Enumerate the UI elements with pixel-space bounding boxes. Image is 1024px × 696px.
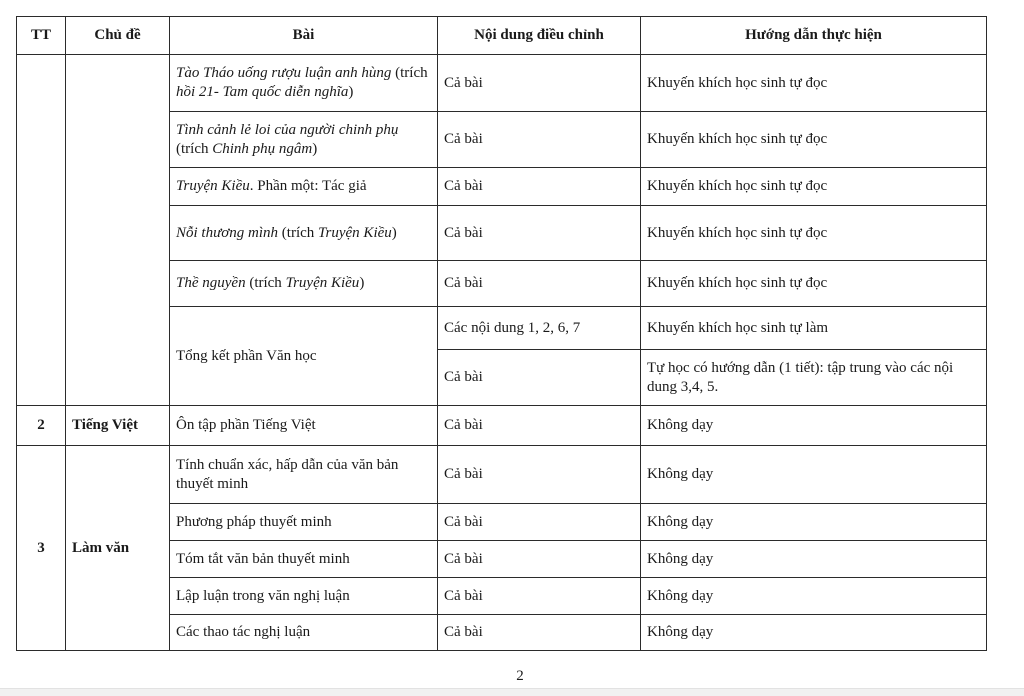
lesson-note-close: ) — [348, 84, 354, 100]
guide-cell: Tự học có hướng dẫn (1 tiết): tập trung vào các nội dung 3,4, 5. — [641, 350, 987, 406]
lesson-note-close: ) — [359, 275, 365, 291]
header-lesson: Bài — [170, 17, 438, 55]
page-number: 2 — [516, 668, 524, 684]
adjust-cell: Cả bài — [438, 615, 641, 651]
lesson-note: (trích — [395, 65, 428, 81]
lesson-note: (trích — [176, 140, 213, 157]
guide-cell: Không dạy — [641, 541, 987, 578]
lesson-note-close: ) — [312, 140, 318, 157]
lesson-source: Chinh phụ ngâm — [212, 140, 313, 157]
curriculum-adjustment-table — [16, 16, 987, 651]
header-guide: Hướng dẫn thực hiện — [641, 17, 987, 55]
adjust-cell: Cả bài — [438, 168, 641, 206]
table-row — [17, 55, 987, 112]
lesson-cell — [170, 168, 438, 206]
guide-cell: Khuyến khích học sinh tự đọc — [641, 168, 987, 206]
guide-cell: Khuyến khích học sinh tự đọc — [641, 112, 987, 168]
lesson-cell — [170, 206, 438, 261]
adjust-cell: Cả bài — [438, 112, 641, 168]
guide-cell: Khuyến khích học sinh tự đọc — [641, 55, 987, 112]
guide-cell: Không dạy — [641, 578, 987, 615]
table-row — [17, 406, 987, 446]
tt-cell: 2 — [17, 406, 66, 446]
lesson-note: (trích — [245, 275, 286, 291]
lesson-cell — [170, 55, 438, 112]
header-topic: Chủ đề — [66, 17, 170, 55]
lesson-cell: Tính chuẩn xác, hấp dẫn của văn bản thuyết minh — [170, 446, 438, 504]
lesson-cell: Phương pháp thuyết minh — [170, 504, 438, 541]
lesson-title: Nỗi thương mình — [176, 224, 279, 241]
adjust-cell: Cả bài — [438, 206, 641, 261]
guide-cell: Không dạy — [641, 504, 987, 541]
lesson-cell — [170, 261, 438, 307]
guide-cell: Không dạy — [641, 615, 987, 651]
header-adjust: Nội dung điều chỉnh — [438, 17, 641, 55]
table-header-row — [17, 17, 987, 55]
adjust-cell: Cả bài — [438, 504, 641, 541]
adjust-cell: Cả bài — [438, 350, 641, 406]
lesson-note: . Phần một: Tác giả — [249, 178, 367, 194]
topic-cell: Làm văn — [66, 446, 170, 651]
lesson-title: Truyện Kiều — [176, 178, 250, 194]
adjust-cell: Cả bài — [438, 446, 641, 504]
tt-cell: 3 — [17, 446, 66, 651]
lesson-cell: Các thao tác nghị luận — [170, 615, 438, 651]
topic-cell-empty — [66, 55, 170, 406]
lesson-source: hồi 21- Tam quốc diễn nghĩa — [176, 84, 349, 100]
lesson-title: Tình cảnh lẻ loi của người chinh phụ — [176, 121, 399, 138]
adjust-cell: Cả bài — [438, 261, 641, 307]
adjust-cell: Cả bài — [438, 541, 641, 578]
lesson-cell: Lập luận trong văn nghị luận — [170, 578, 438, 615]
adjust-cell: Cả bài — [438, 406, 641, 446]
lesson-source: Truyện Kiều — [285, 275, 360, 291]
guide-cell: Không dạy — [641, 446, 987, 504]
lesson-cell — [170, 112, 438, 168]
lesson-note-close: ) — [391, 224, 397, 241]
lesson-title: Thề nguyền — [176, 275, 246, 291]
adjust-cell: Các nội dung 1, 2, 6, 7 — [438, 307, 641, 350]
tt-cell-empty — [17, 55, 66, 406]
lesson-title: Tào Tháo uống rượu luận anh hùng — [176, 65, 392, 81]
guide-cell: Khuyến khích học sinh tự đọc — [641, 261, 987, 307]
viewer-bottom-edge — [0, 688, 1024, 696]
guide-cell: Khuyến khích học sinh tự làm — [641, 307, 987, 350]
adjust-cell: Cả bài — [438, 55, 641, 112]
header-tt: TT — [17, 17, 66, 55]
adjust-cell: Cả bài — [438, 578, 641, 615]
lesson-cell: Tổng kết phần Văn học — [170, 307, 438, 406]
topic-cell: Tiếng Việt — [66, 406, 170, 446]
table-row — [17, 446, 987, 504]
guide-cell: Không dạy — [641, 406, 987, 446]
lesson-source: Truyện Kiều — [318, 224, 392, 241]
lesson-cell: Ôn tập phần Tiếng Việt — [170, 406, 438, 446]
lesson-note: (trích — [278, 224, 319, 241]
lesson-cell: Tóm tắt văn bản thuyết minh — [170, 541, 438, 578]
guide-cell: Khuyến khích học sinh tự đọc — [641, 206, 987, 261]
